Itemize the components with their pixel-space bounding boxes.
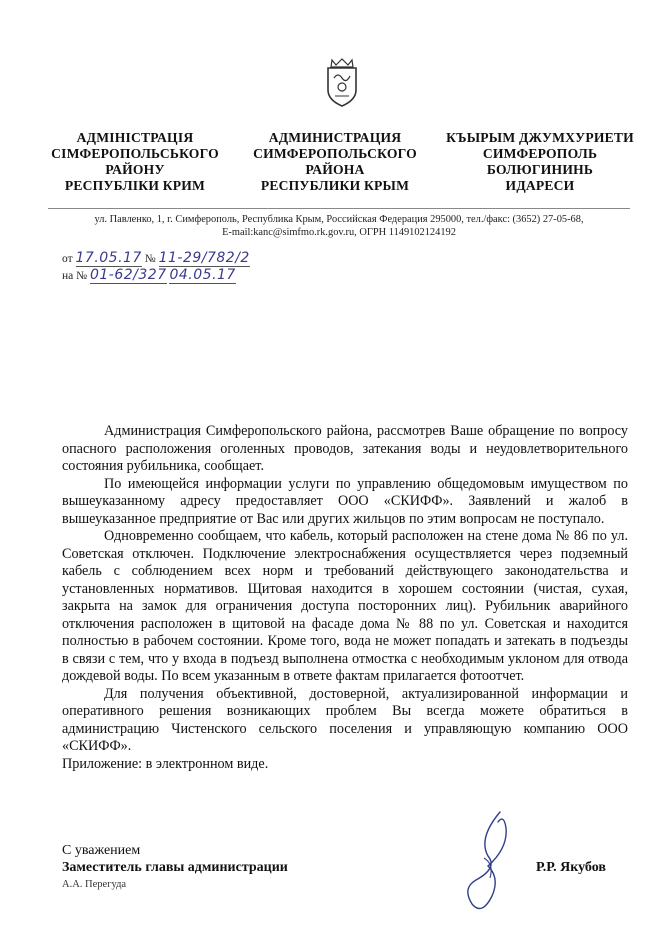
body-paragraph: Администрация Симферопольского района, рассмотрев Ваше обращение по вопросу опасного расположения оголенных проводов, затекания воды и неудовлетворительного состояния рубильника, сообщает.: [62, 423, 628, 474]
outgoing-registration: [62, 250, 250, 267]
reference-label: на №: [62, 270, 88, 282]
number-label: №: [144, 253, 156, 265]
letterhead-crimean-tatar: [440, 130, 640, 194]
letterhead-line: ИДАРЕСИ: [505, 178, 575, 193]
letterhead: [40, 130, 640, 194]
letterhead-line: РАЙОНУ: [105, 162, 165, 177]
letterhead-line: СИМФЕРОПОЛЬ: [482, 146, 598, 161]
regards-text: С уважением: [62, 843, 141, 858]
letterhead-line: АДМІНІСТРАЦІЯ: [76, 130, 194, 145]
reference-registration: [62, 267, 236, 284]
letterhead-line: СІМФЕРОПОЛЬСЬКОГО: [51, 146, 219, 161]
outgoing-number: 11-29/782/2: [158, 250, 250, 266]
contact-line: E-mail:kanc@simfmo.rk.gov.ru, ОГРН 1149102124192: [222, 227, 456, 238]
from-label: от: [62, 253, 73, 265]
letterhead-ukrainian: [40, 130, 230, 194]
letterhead-line: РЕСПУБЛІКИ КРИМ: [64, 178, 206, 193]
signer-position: Заместитель главы администрации: [62, 860, 288, 875]
body-paragraph: По имеющейся информации услуги по управлению общедомовым имуществом по вышеуказанному адресу предоставляет ООО «СКИФФ». Заявлений и жалоб в вышеуказанное предприятие от Вас или других жильцов по этим вопросам не поступало.: [62, 475, 628, 527]
body-paragraph: Для получения объективной, достоверной, актуализированной информации и оперативного решения возникающих проблем Вы всегда можете обратиться в администрацию Чистенского сельского поселения и управляющую компанию ООО «СКИФФ».: [62, 685, 628, 754]
attachment-note: Приложение: в электронном виде.: [62, 755, 269, 772]
reference-number: 01-62/327: [89, 267, 167, 283]
letterhead-line: РЕСПУБЛИКИ КРЫМ: [260, 178, 410, 193]
letterhead-line: БОЛЮГИНИНЬ: [486, 162, 594, 177]
letterhead-line: АДМИНИСТРАЦИЯ: [268, 130, 402, 145]
reference-date: 04.05.17: [169, 267, 236, 283]
letterhead-line: СИМФЕРОПОЛЬСКОГО: [253, 146, 417, 161]
handwritten-signature: [448, 808, 528, 918]
closing-block: [62, 842, 288, 893]
letterhead-line: РАЙОНА: [305, 162, 365, 177]
body-paragraph: Одновременно сообщаем, что кабель, который расположен на стене дома № 86 по ул. Советская отключен. Подключение электроснабжения осуществляется через подземный кабель с соблюдением всех норм и требований действующего законодательства и установленных нормативов. Щитовая находится в хорошем состоянии (чистая, сухая, закрыта на замок для ограничения доступа посторонних лиц). Рубильник аварийного отключения расположен в щитовой на фасаде дома № 88 по ул. Советская и находится полностью в рабочем состоянии. Кроме того, вода не может попадать и затекать в подъезды в связи с тем, что у входа в подъезд выполнена отмостка с необходимым уклоном для отвода дождевой воды. По всем указанным в ответе фактам прилагается фотоотчет.: [62, 528, 628, 684]
header-divider: [48, 208, 630, 209]
letter-body: [62, 423, 628, 773]
address-line: ул. Павленко, 1, г. Симферополь, Республика Крым, Российская Федерация 295000, тел./факс: (3652) 27-05-68,: [94, 214, 584, 225]
outgoing-date: 17.05.17: [75, 250, 142, 266]
letterhead-russian: [240, 130, 430, 194]
address-block: [48, 213, 630, 239]
signer-name: Р.Р. Якубов: [536, 860, 606, 875]
crimea-coat-of-arms-icon: [322, 56, 362, 108]
letterhead-line: КЪЫРЫМ ДЖУМХУРИЕТИ: [446, 130, 634, 145]
performer-name: А.А. Перегуда: [62, 879, 127, 890]
